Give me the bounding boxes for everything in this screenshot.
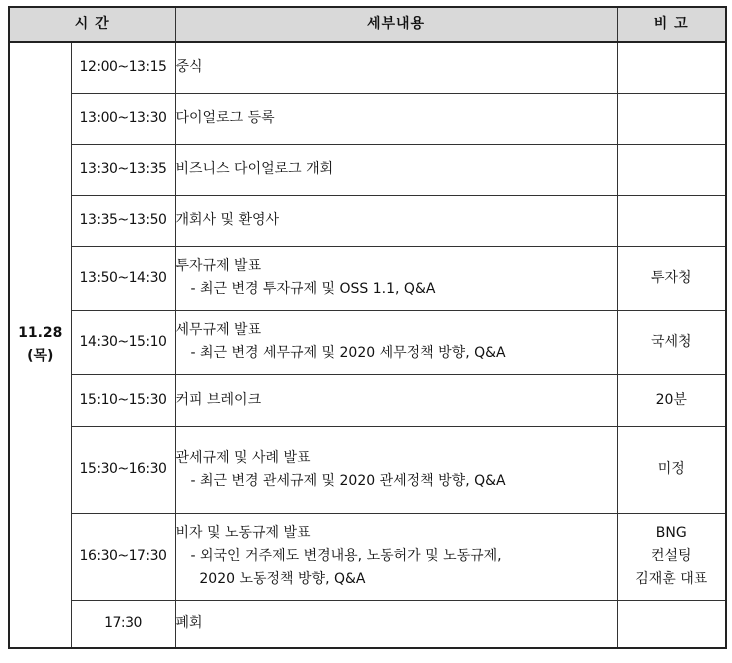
- content-title: 비자 및 노동규제 발표: [175, 525, 311, 541]
- note-text: 컨설팅: [650, 548, 692, 564]
- time-cell: 14:30~15:10: [71, 310, 175, 374]
- content-detail: - 최근 변경 세무규제 및 2020 세무정책 방향, Q&A: [190, 345, 506, 361]
- schedule-row: [9, 513, 726, 600]
- content-cell: [175, 600, 617, 648]
- schedule-row: [9, 426, 726, 513]
- content-title: 커피 브레이크: [175, 391, 262, 408]
- content-title: 세무규제 발표: [175, 322, 262, 338]
- note-text: 20분: [655, 391, 687, 408]
- schedule-row: [9, 246, 726, 310]
- header-content: 세부내용: [175, 7, 617, 42]
- content-title: 폐회: [175, 615, 203, 632]
- content-detail: - 외국인 거주제도 변경내용, 노동허가 및 노동규제,: [190, 548, 502, 564]
- time-cell: 15:10~15:30: [71, 374, 175, 426]
- content-title: 비즈니스 다이얼로그 개회: [175, 161, 334, 177]
- content-title: 관세규제 및 사례 발표: [175, 449, 311, 466]
- content-detail: - 최근 변경 관세규제 및 2020 관세정책 방향, Q&A: [190, 472, 506, 489]
- note-text: 미정: [657, 461, 685, 477]
- content-cell: [175, 426, 617, 513]
- content-detail: - 최근 변경 투자규제 및 OSS 1.1, Q&A: [190, 281, 436, 297]
- content-cell: [175, 42, 617, 93]
- schedule-table: [8, 6, 727, 649]
- content-title: 개회사 및 환영사: [175, 212, 280, 228]
- schedule-row: [9, 600, 726, 648]
- note-cell: [617, 426, 726, 513]
- content-title: 중식: [175, 59, 203, 76]
- schedule-container: [8, 6, 727, 649]
- time-cell: 13:50~14:30: [71, 246, 175, 310]
- note-cell: [617, 600, 726, 648]
- content-cell: [175, 144, 617, 195]
- content-cell: [175, 195, 617, 246]
- schedule-row: [9, 144, 726, 195]
- date-cell: [9, 42, 71, 648]
- schedule-row: [9, 195, 726, 246]
- note-text: 국세청: [650, 333, 692, 350]
- note-cell: [617, 310, 726, 374]
- schedule-body: [9, 42, 726, 648]
- note-cell: [617, 93, 726, 144]
- header-time: 시 간: [9, 7, 175, 42]
- time-cell: 13:00~13:30: [71, 93, 175, 144]
- note-cell: [617, 246, 726, 310]
- content-cell: [175, 513, 617, 600]
- note-cell: [617, 195, 726, 246]
- content-detail: 2020 노동정책 방향, Q&A: [190, 571, 366, 587]
- time-cell: 17:30: [71, 600, 175, 648]
- time-cell: 15:30~16:30: [71, 426, 175, 513]
- content-cell: [175, 374, 617, 426]
- note-text: BNG: [655, 525, 687, 541]
- schedule-row: [9, 93, 726, 144]
- header-note: 비 고: [617, 7, 726, 42]
- time-cell: 12:00~13:15: [71, 42, 175, 93]
- header-row: [9, 7, 726, 42]
- note-text: 투자청: [650, 269, 692, 286]
- content-cell: [175, 93, 617, 144]
- date-weekday: (목): [27, 348, 54, 364]
- date-day: 11.28: [18, 325, 63, 341]
- note-cell: [617, 42, 726, 93]
- time-cell: 13:35~13:50: [71, 195, 175, 246]
- content-cell: [175, 310, 617, 374]
- schedule-row: [9, 374, 726, 426]
- note-text: 김재훈 대표: [635, 571, 708, 587]
- content-cell: [175, 246, 617, 310]
- note-cell: [617, 144, 726, 195]
- note-cell: [617, 374, 726, 426]
- time-cell: 13:30~13:35: [71, 144, 175, 195]
- note-cell: [617, 513, 726, 600]
- time-cell: 16:30~17:30: [71, 513, 175, 600]
- schedule-row: [9, 42, 726, 93]
- schedule-row: [9, 310, 726, 374]
- content-title: 다이얼로그 등록: [175, 110, 275, 126]
- content-title: 투자규제 발표: [175, 258, 262, 274]
